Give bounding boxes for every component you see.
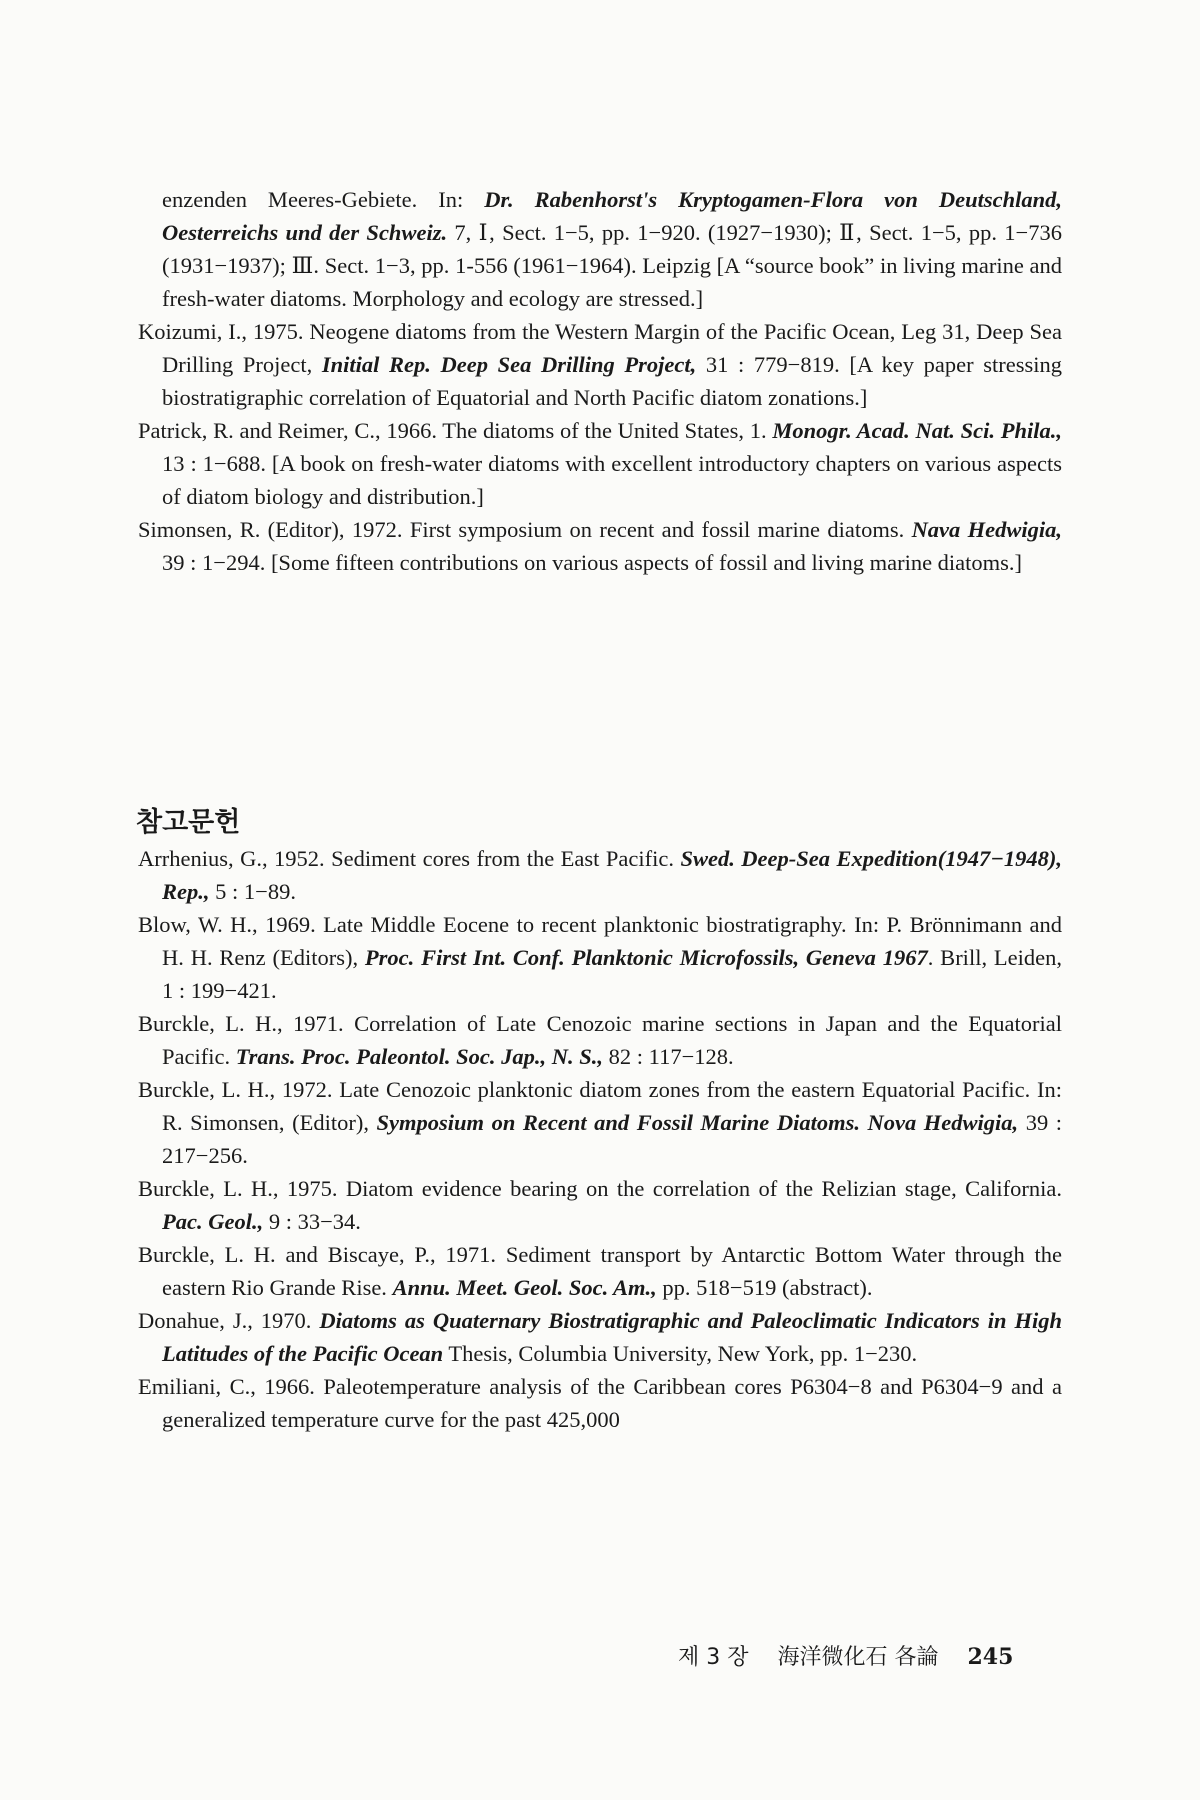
reference-text: Emiliani, C., 1966. Paleotemperature analysis of the Caribbean cores P6304−8 and P6304−9 and a generalized temperature curve for the past 425,000 [138, 1374, 1062, 1432]
reference-entry [138, 1238, 1062, 1304]
reference-text: 31 : 779−819. [A key paper stressing biostratigraphic correlation of Equatorial and North Pacific diatom zonations.] [162, 352, 1062, 410]
reference-entry [138, 1007, 1062, 1073]
reference-entry [138, 842, 1062, 908]
footer-title: 海洋微化石 各論 [777, 1645, 939, 1670]
reference-text: Arrhenius, G., 1952. Sediment cores from the East Pacific. [138, 846, 681, 871]
references-list [138, 842, 1062, 1436]
reference-entry [138, 414, 1062, 513]
reference-source-title: Annu. Meet. Geol. Soc. Am., [392, 1275, 657, 1300]
reference-text: Burckle, L. H., 1972. Late Cenozoic planktonic diatom zones from the eastern Equatorial Pacific. In: R. Simonsen, (Editor), [138, 1077, 1062, 1135]
references-continued [138, 183, 1062, 579]
reference-text: Donahue, J., 1970. [138, 1308, 320, 1333]
reference-text: Koizumi, I., 1975. Neogene diatoms from the Western Margin of the Pacific Ocean, Leg 31, Deep Sea Drilling Project, [138, 319, 1062, 377]
reference-source-title: Monogr. Acad. Nat. Sci. Phila., [772, 418, 1062, 443]
reference-text: 5 : 1−89. [209, 879, 296, 904]
reference-source-title: Pac. Geol., [162, 1209, 264, 1234]
reference-text: 82 : 117−128. [603, 1044, 734, 1069]
reference-entry [138, 315, 1062, 414]
reference-text: Burckle, L. H. and Biscaye, P., 1971. Sediment transport by Antarctic Bottom Water through the eastern Rio Grande Rise. [138, 1242, 1062, 1300]
reference-text: enzenden Meeres-Gebiete. In: [162, 187, 485, 212]
reference-text: Blow, W. H., 1969. Late Middle Eocene to recent planktonic biostratigraphy. In: P. Brönnimann and H. H. Renz (Editors), [138, 912, 1062, 970]
section-heading-references: 참고문헌 [136, 807, 241, 838]
reference-source-title: Nava Hedwigia, [911, 517, 1063, 542]
reference-text: pp. 518−519 (abstract). [656, 1275, 873, 1300]
reference-source-title: Swed. Deep-Sea Expedition(1947−1948), Rep., [162, 846, 1062, 904]
reference-entry [138, 513, 1062, 579]
reference-text: Burckle, L. H., 1971. Correlation of Late Cenozoic marine sections in Japan and the Equatorial Pacific. [138, 1011, 1062, 1069]
reference-text: . Brill, Leiden, 1 : 199−421. [162, 945, 1062, 1003]
reference-text: 13 : 1−688. [A book on fresh-water diatoms with excellent introductory chapters on various aspects of diatom biology and distribution.] [162, 451, 1062, 509]
footer-chapter: 제 3 장 [678, 1645, 749, 1670]
reference-text: Burckle, L. H., 1975. Diatom evidence bearing on the correlation of the Relizian stage, California. [138, 1176, 1062, 1201]
reference-entry [138, 908, 1062, 1007]
reference-source-title: Initial Rep. Deep Sea Drilling Project, [321, 352, 697, 377]
page-number: 245 [967, 1644, 1014, 1670]
reference-text: 7, Ⅰ, Sect. 1−5, pp. 1−920. (1927−1930); Ⅱ, Sect. 1−5, pp. 1−736 (1931−1937); Ⅲ. Sect. 1−3, pp. 1-556 (1961−1964). Leipzig [A “source book” in living marine and fresh-water diatoms. Morphology and ecology are stressed.] [162, 220, 1062, 311]
reference-source-title: Symposium on Recent and Fossil Marine Diatoms. Nova Hedwigia, [376, 1110, 1019, 1135]
reference-source-title: Dr. Rabenhorst's Kryptogamen-Flora von Deutschland, Oesterreichs und der Schweiz. [162, 187, 1062, 245]
reference-text: Thesis, Columbia University, New York, pp. 1−230. [443, 1341, 918, 1366]
reference-source-title: Trans. Proc. Paleontol. Soc. Jap., N. S., [235, 1044, 604, 1069]
reference-source-title: Diatoms as Quaternary Biostratigraphic and Paleoclimatic Indicators in High Latitudes of the Pacific Ocean [162, 1308, 1062, 1366]
reference-text: Patrick, R. and Reimer, C., 1966. The diatoms of the United States, 1. [138, 418, 773, 443]
reference-entry [138, 1304, 1062, 1370]
reference-text: 39 : 1−294. [Some fifteen contributions on various aspects of fossil and living marine diatoms.] [162, 550, 1023, 575]
reference-text: 9 : 33−34. [263, 1209, 361, 1234]
reference-entry [138, 1172, 1062, 1238]
reference-text: Simonsen, R. (Editor), 1972. First symposium on recent and fossil marine diatoms. [138, 517, 912, 542]
reference-entry [138, 183, 1062, 315]
reference-source-title: Proc. First Int. Conf. Planktonic Microfossils, Geneva 1967 [364, 945, 928, 970]
page-footer [678, 1640, 1013, 1671]
reference-text: 39 : 217−256. [162, 1110, 1062, 1168]
reference-entry [138, 1370, 1062, 1436]
reference-entry [138, 1073, 1062, 1172]
